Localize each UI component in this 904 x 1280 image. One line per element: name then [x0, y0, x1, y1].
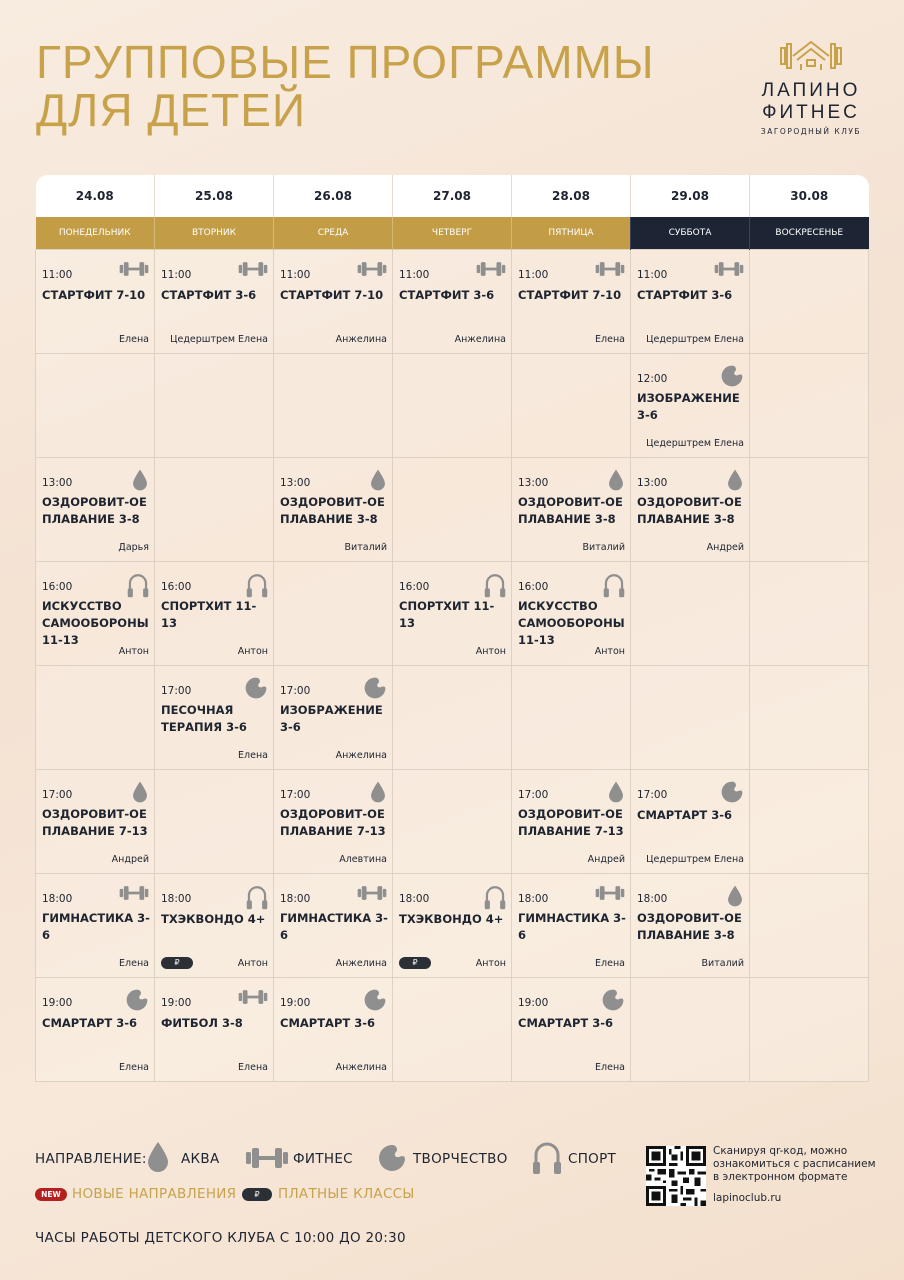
- dumbbell-icon: [714, 260, 744, 286]
- legend-direction-label: НАПРАВЛЕНИЕ:: [35, 1151, 147, 1167]
- class-coach: Алевтина: [339, 854, 387, 865]
- class-name: ИЗОБРАЖЕНИЕ 3-6: [637, 391, 740, 422]
- class-time: 19:00: [161, 997, 192, 1009]
- class-coach: Елена: [595, 958, 625, 969]
- class-slot: [631, 354, 749, 457]
- paid-badge: ₽: [242, 1188, 272, 1201]
- class-slot: [512, 874, 630, 977]
- class-name: ИЗОБРАЖЕНИЕ 3-6: [280, 703, 383, 734]
- headphones-icon: [595, 572, 625, 598]
- class-name: ОЗДОРОВИТ-ОЕ ПЛАВАНИЕ 7-13: [280, 807, 386, 838]
- legend-new-label: НОВЫЕ НАПРАВЛЕНИЯ: [72, 1186, 237, 1202]
- schedule-row: [36, 250, 869, 354]
- class-name: ОЗДОРОВИТ-ОЕ ПЛАВАНИЕ 3-8: [518, 495, 623, 526]
- empty-cell: [750, 666, 869, 770]
- class-coach: Антон: [237, 646, 268, 657]
- drop-icon: [714, 884, 744, 910]
- class-time: 18:00: [637, 893, 668, 905]
- class-coach: Анжелина: [335, 1062, 387, 1073]
- headphones-icon: [119, 572, 149, 598]
- class-time: 13:00: [280, 477, 311, 489]
- class-slot: [155, 666, 273, 769]
- class-cell[interactable]: [631, 354, 750, 458]
- drop-icon: [357, 780, 387, 806]
- class-coach: Антон: [237, 958, 268, 969]
- dumbbell-icon: [595, 884, 625, 910]
- class-cell[interactable]: [36, 458, 155, 562]
- class-name: ИСКУССТВО САМООБОРОНЫ 11-13: [518, 599, 625, 647]
- dumbbell-icon: [595, 260, 625, 286]
- class-cell[interactable]: [36, 562, 155, 666]
- class-time: 17:00: [161, 685, 192, 697]
- class-name: СТАРТФИТ 3-6: [399, 288, 495, 302]
- palette-icon: [357, 676, 387, 702]
- class-slot: [512, 250, 630, 353]
- class-coach: Андрей: [111, 854, 149, 865]
- date-row: [36, 175, 869, 217]
- legend: [35, 1140, 635, 1180]
- class-slot: [36, 770, 154, 873]
- class-slot: [36, 250, 154, 353]
- empty-cell: [274, 354, 393, 458]
- empty-cell: [750, 250, 869, 354]
- class-name: ОЗДОРОВИТ-ОЕ ПЛАВАНИЕ 3-8: [42, 495, 147, 526]
- class-time: 16:00: [399, 581, 430, 593]
- class-coach: Виталий: [582, 542, 625, 553]
- palette-icon: [119, 988, 149, 1014]
- class-slot: [274, 874, 392, 977]
- class-name: ФИТБОЛ 3-8: [161, 1016, 243, 1030]
- class-coach: Андрей: [587, 854, 625, 865]
- class-name: СПОРТХИТ 11-13: [399, 599, 495, 630]
- dumbbell-icon: [245, 1146, 289, 1174]
- class-coach: Андрей: [706, 542, 744, 553]
- class-cell[interactable]: [274, 978, 393, 1082]
- class-cell[interactable]: [274, 770, 393, 874]
- class-slot: [274, 978, 392, 1081]
- drop-icon: [145, 1140, 171, 1178]
- house-logo-icon: [779, 38, 843, 74]
- drop-icon: [595, 468, 625, 494]
- class-time: 17:00: [280, 789, 311, 801]
- class-cell[interactable]: [512, 562, 631, 666]
- weekday-header: ВОСКРЕСЕНЬЕ: [750, 217, 869, 250]
- empty-cell: [750, 874, 869, 978]
- title-line-2: ДЛЯ ДЕТЕЙ: [36, 84, 307, 136]
- class-cell[interactable]: [393, 874, 512, 978]
- class-coach: Цедерштрем Елена: [646, 334, 744, 345]
- class-name: ПЕСОЧНАЯ ТЕРАПИЯ 3-6: [161, 703, 247, 734]
- weekday-header: СУББОТА: [631, 217, 750, 250]
- class-time: 16:00: [42, 581, 73, 593]
- class-time: 19:00: [42, 997, 73, 1009]
- class-slot: [155, 562, 273, 665]
- class-coach: Елена: [595, 1062, 625, 1073]
- class-slot: [631, 458, 749, 561]
- class-name: ИСКУССТВО САМООБОРОНЫ 11-13: [42, 599, 149, 647]
- palette-icon: [714, 780, 744, 806]
- logo-subtitle: ЗАГОРОДНЫЙ КЛУБ: [760, 127, 862, 136]
- class-time: 17:00: [42, 789, 73, 801]
- empty-cell: [36, 666, 155, 770]
- class-cell[interactable]: [36, 978, 155, 1082]
- drop-icon: [714, 468, 744, 494]
- class-cell[interactable]: [393, 562, 512, 666]
- drop-icon: [357, 468, 387, 494]
- class-slot: [512, 458, 630, 561]
- dumbbell-icon: [357, 260, 387, 286]
- class-time: 18:00: [42, 893, 73, 905]
- schedule-table: [35, 175, 869, 1082]
- class-time: 18:00: [161, 893, 192, 905]
- palette-icon: [238, 676, 268, 702]
- title-line-1: ГРУППОВЫЕ ПРОГРАММЫ: [36, 36, 655, 88]
- schedule-row: [36, 354, 869, 458]
- class-name: ОЗДОРОВИТ-ОЕ ПЛАВАНИЕ 7-13: [518, 807, 624, 838]
- headphones-icon: [476, 884, 506, 910]
- headphones-icon: [532, 1140, 562, 1180]
- class-slot: [512, 978, 630, 1081]
- class-name: СТАРТФИТ 3-6: [637, 288, 733, 302]
- class-cell[interactable]: [393, 250, 512, 354]
- class-time: 18:00: [280, 893, 311, 905]
- palette-icon: [595, 988, 625, 1014]
- class-time: 11:00: [280, 269, 311, 281]
- class-cell[interactable]: [512, 458, 631, 562]
- empty-cell: [393, 666, 512, 770]
- class-time: 16:00: [161, 581, 192, 593]
- class-coach: Елена: [119, 1062, 149, 1073]
- class-name: СТАРТФИТ 7-10: [42, 288, 146, 302]
- class-coach: Антон: [118, 646, 149, 657]
- class-coach: Цедерштрем Елена: [646, 438, 744, 449]
- empty-cell: [393, 770, 512, 874]
- class-name: ТХЭКВОНДО 4+: [399, 912, 504, 926]
- class-name: ГИМНАСТИКА 3-6: [280, 911, 388, 942]
- drop-icon: [595, 780, 625, 806]
- class-coach: Антон: [594, 646, 625, 657]
- class-slot: [155, 250, 273, 353]
- class-coach: Елена: [595, 334, 625, 345]
- class-slot: [155, 978, 273, 1081]
- class-name: ОЗДОРОВИТ-ОЕ ПЛАВАНИЕ 3-8: [280, 495, 385, 526]
- empty-cell: [750, 770, 869, 874]
- weekday-header: ПОНЕДЕЛЬНИК: [36, 217, 155, 250]
- date-header: 27.08: [393, 175, 512, 217]
- class-cell[interactable]: [155, 978, 274, 1082]
- class-cell[interactable]: [512, 770, 631, 874]
- class-name: ОЗДОРОВИТ-ОЕ ПЛАВАНИЕ 3-8: [637, 911, 742, 942]
- class-name: СМАРТАРТ 3-6: [637, 808, 733, 822]
- class-slot: [393, 562, 511, 665]
- class-slot: [155, 874, 273, 977]
- class-time: 18:00: [399, 893, 430, 905]
- class-time: 17:00: [280, 685, 311, 697]
- class-coach: Виталий: [344, 542, 387, 553]
- dumbbell-icon: [238, 988, 268, 1014]
- dumbbell-icon: [119, 260, 149, 286]
- legend-paid-label: ПЛАТНЫЕ КЛАССЫ: [278, 1186, 415, 1202]
- qr-code-icon[interactable]: [646, 1146, 706, 1206]
- empty-cell: [750, 458, 869, 562]
- empty-cell: [512, 354, 631, 458]
- class-cell[interactable]: [155, 250, 274, 354]
- class-time: 11:00: [42, 269, 73, 281]
- logo-line-2: ФИТНЕС: [762, 102, 860, 123]
- date-header: 28.08: [512, 175, 631, 217]
- class-slot: [274, 666, 392, 769]
- weekday-header: СРЕДА: [274, 217, 393, 250]
- class-name: ОЗДОРОВИТ-ОЕ ПЛАВАНИЕ 7-13: [42, 807, 148, 838]
- empty-cell: [393, 978, 512, 1082]
- empty-cell: [631, 978, 750, 1082]
- class-coach: Антон: [475, 646, 506, 657]
- class-time: 19:00: [518, 997, 549, 1009]
- club-logo: [752, 38, 870, 136]
- class-cell[interactable]: [36, 770, 155, 874]
- class-cell[interactable]: [631, 250, 750, 354]
- legend-art-label: ТВОРЧЕСТВО: [413, 1151, 508, 1167]
- legend-fitness-label: ФИТНЕС: [293, 1151, 353, 1167]
- empty-cell: [155, 354, 274, 458]
- date-header: 25.08: [155, 175, 274, 217]
- paid-badge: ₽: [399, 957, 431, 969]
- empty-cell: [155, 770, 274, 874]
- weekday-row: [36, 217, 869, 250]
- class-slot: [393, 250, 511, 353]
- empty-cell: [512, 666, 631, 770]
- class-slot: [36, 978, 154, 1081]
- class-cell[interactable]: [512, 874, 631, 978]
- class-time: 18:00: [518, 893, 549, 905]
- schedule-row: [36, 874, 869, 978]
- class-name: ГИМНАСТИКА 3-6: [518, 911, 626, 942]
- class-coach: Елена: [119, 958, 149, 969]
- schedule-row: [36, 978, 869, 1082]
- class-time: 19:00: [280, 997, 311, 1009]
- weekday-header: ВТОРНИК: [155, 217, 274, 250]
- class-name: СМАРТАРТ 3-6: [42, 1016, 138, 1030]
- empty-cell: [393, 354, 512, 458]
- class-coach: Цедерштрем Елена: [646, 854, 744, 865]
- date-header: 24.08: [36, 175, 155, 217]
- class-time: 11:00: [637, 269, 668, 281]
- legend-aqua-label: АКВА: [181, 1151, 220, 1167]
- class-coach: Анжелина: [454, 334, 506, 345]
- class-coach: Цедерштрем Елена: [170, 334, 268, 345]
- class-time: 11:00: [399, 269, 430, 281]
- class-slot: [36, 458, 154, 561]
- class-slot: [36, 562, 154, 665]
- class-name: СМАРТАРТ 3-6: [518, 1016, 614, 1030]
- class-cell[interactable]: [155, 562, 274, 666]
- class-cell[interactable]: [631, 458, 750, 562]
- class-name: СТАРТФИТ 3-6: [161, 288, 257, 302]
- empty-cell: [274, 562, 393, 666]
- palette-icon: [714, 364, 744, 390]
- class-cell[interactable]: [512, 250, 631, 354]
- empty-cell: [750, 978, 869, 1082]
- qr-caption: Сканируя qr-код, можно ознакомиться с расписанием в электронном формате: [713, 1145, 876, 1183]
- page-title: [36, 38, 655, 134]
- paid-badge: ₽: [161, 957, 193, 969]
- class-time: 17:00: [637, 789, 668, 801]
- headphones-icon: [476, 572, 506, 598]
- class-slot: [274, 458, 392, 561]
- date-header: 26.08: [274, 175, 393, 217]
- class-slot: [274, 770, 392, 873]
- class-coach: Анжелина: [335, 750, 387, 761]
- class-slot: [274, 250, 392, 353]
- empty-cell: [36, 354, 155, 458]
- class-time: 16:00: [518, 581, 549, 593]
- empty-cell: [393, 458, 512, 562]
- class-slot: [512, 562, 630, 665]
- class-cell[interactable]: [155, 874, 274, 978]
- schedule-row: [36, 458, 869, 562]
- class-slot: [512, 770, 630, 873]
- schedule-row: [36, 562, 869, 666]
- class-time: 17:00: [518, 789, 549, 801]
- class-cell[interactable]: [274, 250, 393, 354]
- class-time: 12:00: [637, 373, 668, 385]
- class-coach: Виталий: [701, 958, 744, 969]
- dumbbell-icon: [238, 260, 268, 286]
- drop-icon: [119, 780, 149, 806]
- palette-icon: [357, 988, 387, 1014]
- class-coach: Елена: [238, 1062, 268, 1073]
- class-cell[interactable]: [36, 250, 155, 354]
- class-slot: [631, 874, 749, 977]
- class-name: СТАРТФИТ 7-10: [518, 288, 622, 302]
- class-cell[interactable]: [155, 666, 274, 770]
- headphones-icon: [238, 572, 268, 598]
- class-cell[interactable]: [631, 874, 750, 978]
- class-coach: Анжелина: [335, 334, 387, 345]
- new-badge: NEW: [35, 1188, 67, 1201]
- class-name: ОЗДОРОВИТ-ОЕ ПЛАВАНИЕ 3-8: [637, 495, 742, 526]
- palette-icon: [377, 1143, 407, 1177]
- class-coach: Елена: [119, 334, 149, 345]
- drop-icon: [119, 468, 149, 494]
- empty-cell: [750, 354, 869, 458]
- empty-cell: [631, 666, 750, 770]
- class-name: СТАРТФИТ 7-10: [280, 288, 384, 302]
- dumbbell-icon: [476, 260, 506, 286]
- class-time: 11:00: [161, 269, 192, 281]
- class-cell[interactable]: [631, 770, 750, 874]
- headphones-icon: [238, 884, 268, 910]
- class-slot: [393, 874, 511, 977]
- class-time: 11:00: [518, 269, 549, 281]
- empty-cell: [750, 562, 869, 666]
- schedule-row: [36, 770, 869, 874]
- date-header: 30.08: [750, 175, 869, 217]
- class-coach: Анжелина: [335, 958, 387, 969]
- class-time: 13:00: [637, 477, 668, 489]
- schedule-row: [36, 666, 869, 770]
- class-coach: Дарья: [118, 542, 149, 553]
- class-name: СМАРТАРТ 3-6: [280, 1016, 376, 1030]
- class-slot: [36, 874, 154, 977]
- class-slot: [631, 770, 749, 873]
- dumbbell-icon: [357, 884, 387, 910]
- class-cell[interactable]: [274, 874, 393, 978]
- class-cell[interactable]: [274, 458, 393, 562]
- weekday-header: ЧЕТВЕРГ: [393, 217, 512, 250]
- class-slot: [631, 250, 749, 353]
- club-hours: ЧАСЫ РАБОТЫ ДЕТСКОГО КЛУБА С 10:00 ДО 20:30: [35, 1230, 406, 1246]
- legend-sport-label: СПОРТ: [568, 1151, 617, 1167]
- date-header: 29.08: [631, 175, 750, 217]
- class-name: СПОРТХИТ 11-13: [161, 599, 257, 630]
- website-link[interactable]: lapinoclub.ru: [713, 1192, 782, 1204]
- class-name: ТХЭКВОНДО 4+: [161, 912, 266, 926]
- dumbbell-icon: [119, 884, 149, 910]
- class-cell[interactable]: [36, 874, 155, 978]
- weekday-header: ПЯТНИЦА: [512, 217, 631, 250]
- class-coach: Антон: [475, 958, 506, 969]
- empty-cell: [631, 562, 750, 666]
- class-cell[interactable]: [274, 666, 393, 770]
- empty-cell: [155, 458, 274, 562]
- class-time: 13:00: [42, 477, 73, 489]
- class-cell[interactable]: [512, 978, 631, 1082]
- class-time: 13:00: [518, 477, 549, 489]
- class-coach: Елена: [238, 750, 268, 761]
- logo-line-1: ЛАПИНО: [761, 80, 861, 101]
- class-name: ГИМНАСТИКА 3-6: [42, 911, 150, 942]
